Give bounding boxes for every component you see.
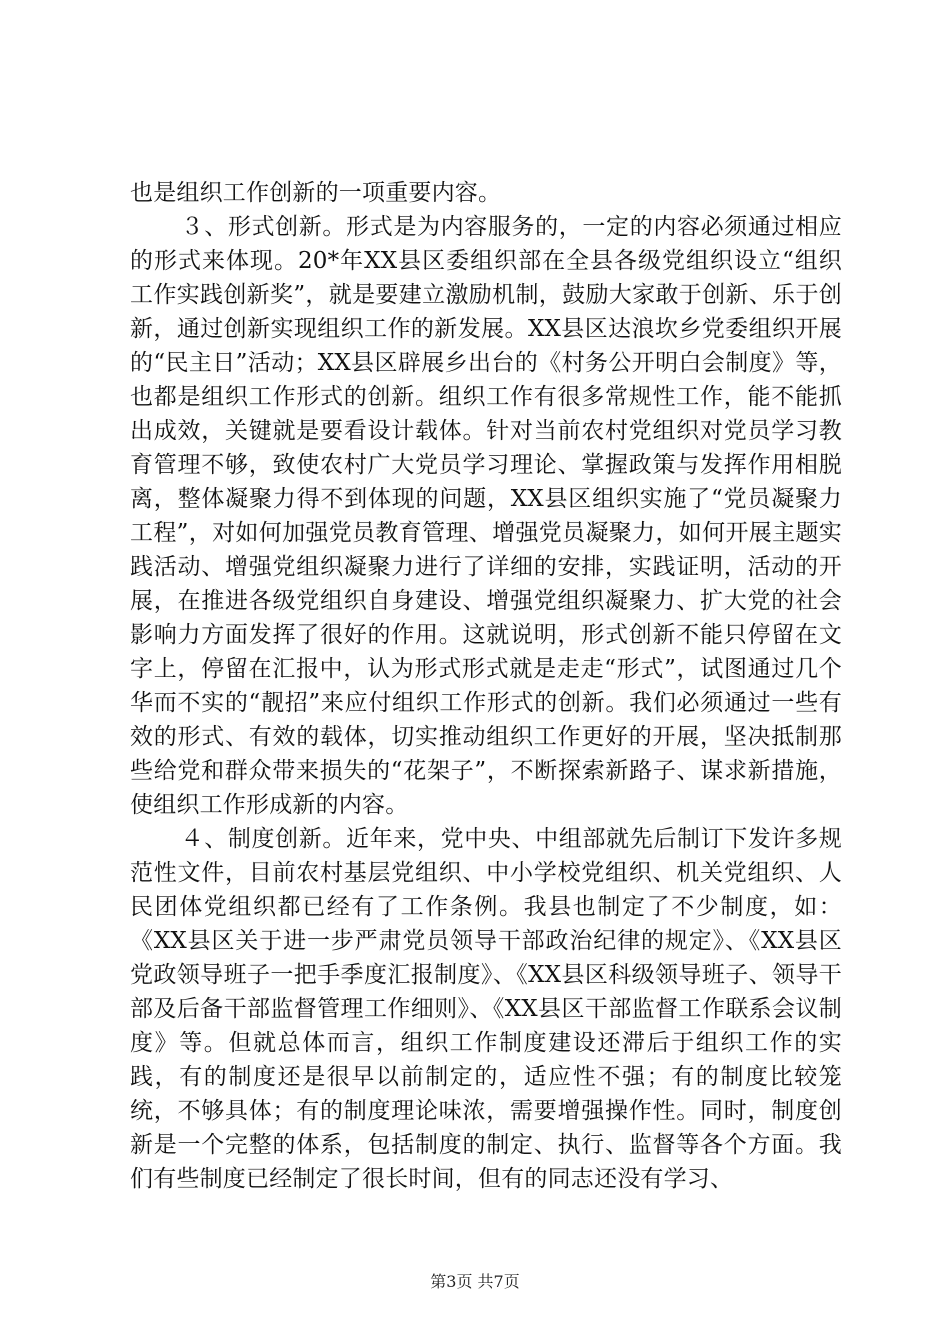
paragraph-system-innovation: ４、制度创新。近年来，党中央、中组部就先后制订下发许多规范性文件，目前农村基层党组织、中小学校党组织、机关党组织、人民团体党组织都已经有了工作条例。我县也制定了不少制度，如：《XX县区关于进一步严肃党员领导干部政治纪律的规定》、《XX县区党政领导班子一把手季度汇报制度》、《XX县区科级领导班子、领导干部及后备干部监督管理工作细则》、《XX县区干部监督工作联系会议制度》等。但就总体而言，组织工作制度建设还滞后于组织工作的实践，有的制度还是很早以前制定的，适应性不强；有的制度比较笼统，不够具体；有的制度理论味浓，需要增强操作性。同时，制度创新是一个完整的体系，包括制度的制定、执行、监督等各个方面。我们有些制度已经制定了很长时间，但有的同志还没有学习、 [130,826,842,1192]
document-body [130,176,842,1196]
paragraph-continuation: 也是组织工作创新的一项重要内容。 [130,180,502,206]
paragraph-form-innovation: ３、形式创新。形式是为内容服务的，一定的内容必须通过相应的形式来体现。20*年XX县区委组织部在全县各级党组织设立“组织工作实践创新奖”，就是要建立激励机制，鼓励大家敢于创新、乐于创新，通过创新实现组织工作的新发展。XX县区达浪坎乡党委组织开展的“民主日”活动；XX县区辟展乡出台的《村务公开明白会制度》等，也都是组织工作形式的创新。组织工作有很多常规性工作，能不能抓出成效，关键就是要看设计载体。针对当前农村党组织对党员学习教育管理不够，致使农村广大党员学习理论、掌握政策与发挥作用相脱离，整体凝聚力得不到体现的问题，XX县区组织实施了“党员凝聚力工程”，对如何加强党员教育管理、增强党员凝聚力，如何开展主题实践活动、增强党组织凝聚力进行了详细的安排，实践证明，活动的开展，在推进各级党组织自身建设、增强党组织凝聚力、扩大党的社会影响力方面发挥了很好的作用。这就说明，形式创新不能只停留在文字上，停留在汇报中，认为形式形式就是走走“形式”，试图通过几个华而不实的“靓招”来应付组织工作形式的创新。我们必须通过一些有效的形式、有效的载体，切实推动组织工作更好的开展，坚决抵制那些给党和群众带来损失的“花架子”，不断探索新路子、谋求新措施，使组织工作形成新的内容。 [130,214,842,818]
page-number-footer: 第3页 共7页 [430,1272,520,1291]
